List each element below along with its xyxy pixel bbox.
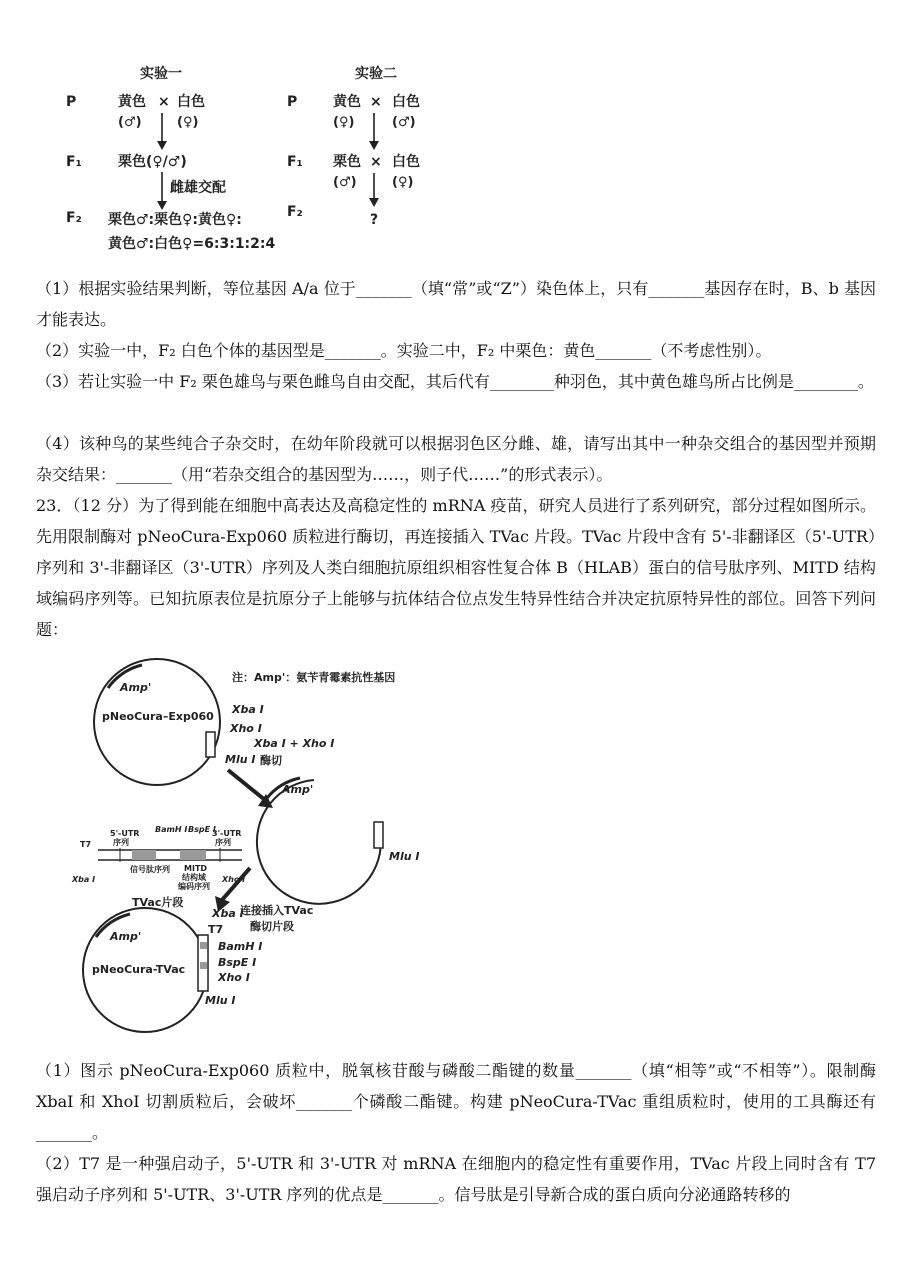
signal-block bbox=[132, 850, 156, 860]
exp2-p-left: 黄色 bbox=[333, 94, 361, 110]
mlu-label-3: Mlu Ⅰ bbox=[205, 994, 236, 1007]
exp2-title: 实验二 bbox=[355, 66, 397, 82]
tvac-label: TVac片段 bbox=[132, 896, 184, 909]
exp1-p-cross: × bbox=[158, 94, 170, 110]
exp2-f1-right: 白色 bbox=[392, 154, 420, 170]
f1-label-2: F₁ bbox=[287, 154, 303, 170]
f2-label-1: F₂ bbox=[66, 210, 82, 226]
insert-mitd bbox=[200, 962, 207, 969]
exp1-arrowhead-2 bbox=[157, 201, 167, 210]
utr5-seq-label: 序列 bbox=[113, 838, 129, 847]
bspe-label-2: BspE Ⅰ bbox=[218, 956, 257, 969]
mitd-label-1: MITD bbox=[184, 864, 208, 873]
arrow-digest bbox=[228, 770, 265, 800]
amp-label-2: Amp' bbox=[282, 783, 314, 796]
exp2-f1-left: 栗色 bbox=[333, 154, 361, 170]
plasmid-diagram bbox=[60, 650, 480, 1045]
exp1-f2-line1: 栗色♂:栗色♀:黄色♀: bbox=[108, 212, 242, 228]
exp2-f1-cross: × bbox=[370, 154, 382, 170]
exp1-f1: 栗色(♀/♂) bbox=[118, 154, 187, 170]
digest-label: 酶切 bbox=[260, 754, 282, 767]
question-3 bbox=[36, 366, 876, 397]
question-2 bbox=[36, 335, 876, 366]
exp1-arrowhead-1 bbox=[157, 141, 167, 150]
question-4-text: （4）该种鸟的某些纯合子杂交时，在幼年阶段就可以根据羽色区分雌、雄，请写出其中一种杂交组合的基因型并预期杂交结果：_______（用“若杂交组合的基因型为……，则子代……”的形式表示）。 bbox=[36, 434, 876, 484]
exp1-p-left-sex: (♂) bbox=[118, 115, 142, 130]
exp2-p-right: 白色 bbox=[392, 94, 420, 110]
xba-label-frag: Xba Ⅰ bbox=[72, 875, 96, 884]
p-label-1: P bbox=[66, 94, 77, 110]
exp2-f2: ? bbox=[370, 212, 379, 228]
f1-label-1: F₁ bbox=[66, 154, 82, 170]
plasmid-1-name: pNeoCura–Exp060 bbox=[102, 710, 214, 723]
t7-label-1: T7 bbox=[80, 840, 92, 849]
exp2-arrowhead-2 bbox=[369, 198, 379, 207]
amp-note: 注：Amp'：氨苄青霉素抗性基因 bbox=[232, 671, 396, 684]
cross-diagram bbox=[0, 0, 900, 265]
xho-label-1: Xho Ⅰ bbox=[230, 722, 262, 735]
t7-label-2: T7 bbox=[208, 923, 224, 936]
mitd-label-2: 结构域 bbox=[182, 873, 206, 882]
question-4 bbox=[36, 428, 876, 490]
signal-label: 信号肽序列 bbox=[130, 865, 170, 874]
xho-label-2: Xho Ⅰ bbox=[218, 971, 250, 984]
mlu-label-2: Mlu Ⅰ bbox=[389, 850, 420, 863]
ligate-label-2: 酶切片段 bbox=[250, 920, 294, 933]
exp2-p-left-sex: (♀) bbox=[333, 115, 355, 130]
plasmid-1-site-box bbox=[206, 732, 215, 757]
question-3-text: （3）若让实验一中 F₂ 栗色雄鸟与栗色雌鸟自由交配，其后代有________种羽色，其中黄色雄鸟所占比例是________。 bbox=[36, 372, 874, 391]
plasmid-2-name: pNeoCura-TVac bbox=[92, 963, 186, 976]
ligate-label-1: 连接插入TVac bbox=[240, 904, 314, 917]
open-site-box bbox=[374, 822, 383, 848]
utr3-label: 3'-UTR bbox=[212, 829, 242, 838]
xho-label-frag: Xho Ⅰ bbox=[222, 875, 246, 884]
bamh-label-2: BamH Ⅰ bbox=[218, 940, 263, 953]
exp1-p-right-sex: (♀) bbox=[177, 115, 199, 130]
exp1-p-right: 白色 bbox=[177, 94, 205, 110]
question-23-2-text: （2）T7 是一种强启动子，5'-UTR 和 3'-UTR 对 mRNA 在细胞内的稳定性有重要作用，TVac 片段上同时含有 T7 强启动子序列和 5'-UTR、3'-UTR 序列的优点是_______。信号肽是引导新合成的蛋白质向分泌通路转移的 bbox=[36, 1154, 882, 1204]
question-23-1 bbox=[36, 1055, 882, 1148]
question-2-text: （2）实验一中，F₂ 白色个体的基因型是_______。实验二中，F₂ 中栗色：黄色_______（不考虑性别）。 bbox=[36, 341, 772, 360]
exp1-title: 实验一 bbox=[140, 66, 182, 82]
question-1 bbox=[36, 273, 876, 335]
arrow-ligate bbox=[222, 868, 250, 900]
question-1-text: （1）根据实验结果判断，等位基因 A/a 位于_______（填“常”或“Z”）染色体上，只有_______基因存在时，B、b 基因才能表达。 bbox=[36, 279, 876, 329]
question-23-2 bbox=[36, 1148, 882, 1210]
xba-label-2: Xba Ⅰ bbox=[212, 907, 244, 920]
utr5-label: 5'-UTR bbox=[110, 829, 140, 838]
exp2-f1-right-sex: (♀) bbox=[392, 175, 414, 190]
mitd-block bbox=[180, 850, 206, 860]
xba-label-1: Xba Ⅰ bbox=[232, 703, 264, 716]
exp2-arrowhead-1 bbox=[369, 141, 379, 150]
question-23 bbox=[36, 490, 876, 645]
question-23-1-text: （1）图示 pNeoCura-Exp060 质粒中，脱氧核苷酸与磷酸二酯键的数量_______（填“相等”或“不相等”）。限制酶 XbaI 和 XhoI 切割质粒后，会破坏_______个磷酸二酯键。构建 pNeoCura-TVac 重组质粒时，使用的工具酶还有_______。 bbox=[36, 1061, 882, 1142]
enzymes-label: Xba Ⅰ + Xho Ⅰ bbox=[254, 737, 335, 750]
exp1-mating: 雌雄交配 bbox=[170, 180, 226, 196]
exp1-f2-line2: 黄色♂:白色♀=6:3:1:2:4 bbox=[108, 236, 276, 252]
question-23-text: 23．（12 分）为了得到能在细胞中高表达及高稳定性的 mRNA 疫苗，研究人员进行了系列研究，部分过程如图所示。先用限制酶对 pNeoCura-Exp060 质粒进行酶切，再连接插入 TVac 片段。TVac 片段中含有 5'-非翻译区（5'-UTR）序列和 3'-非翻译区（3'-UTR）序列及人类白细胞抗原组织相容性复合体 B（HLAB）蛋白的信号肽序列、MITD 结构域编码序列等。已知抗原表位是抗原分子上能够与抗体结合位点发生特异性结合并决定抗原特异性的部位。回答下列问题： bbox=[36, 496, 876, 639]
exp2-f1-left-sex: (♂) bbox=[333, 175, 357, 190]
insert-signal bbox=[200, 942, 207, 949]
amp-label-3: Amp' bbox=[110, 930, 142, 943]
amp-label-1: Amp' bbox=[120, 681, 152, 694]
utr3-seq-label: 序列 bbox=[215, 838, 231, 847]
bspe-label: BspE Ⅰ bbox=[188, 825, 216, 834]
exp1-p-left: 黄色 bbox=[118, 94, 146, 110]
f2-label-2: F₂ bbox=[287, 204, 303, 220]
exp2-p-right-sex: (♂) bbox=[392, 115, 416, 130]
plasmid-open-circle bbox=[257, 780, 381, 904]
bamh-label: BamH Ⅰ bbox=[155, 825, 188, 834]
mitd-label-3: 编码序列 bbox=[178, 882, 210, 891]
p-label-2: P bbox=[287, 94, 298, 110]
mlu-label-1: Mlu Ⅰ bbox=[225, 753, 256, 766]
exp2-p-cross: × bbox=[370, 94, 382, 110]
